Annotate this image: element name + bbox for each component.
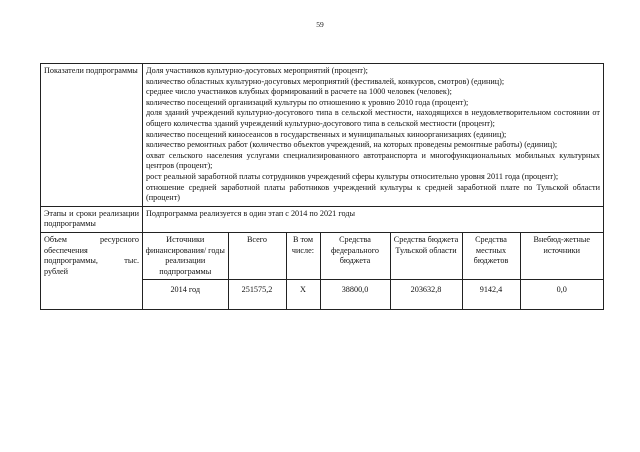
- indicator-item: количество посещений киносеансов в государственных и муниципальных киноорганизациях (единиц);: [146, 129, 507, 139]
- indicator-item: Доля участников культурно-досуговых мероприятий (процент);: [146, 66, 368, 75]
- funding-cell: 0,0: [520, 280, 603, 310]
- funding-header-cell: Всего: [228, 233, 286, 280]
- resources-cell: [143, 232, 604, 309]
- funding-table: [143, 233, 603, 309]
- funding-header-cell: Источники финансирования/ годы реализации подпрограммы: [143, 233, 228, 280]
- funding-cell: 251575,2: [228, 280, 286, 310]
- resources-label: Объем ресурсного обеспечения подпрограммы, тыс. рублей: [41, 232, 143, 309]
- indicator-item: количество областных культурно-досуговых мероприятий (фестивалей, конкурсов, смотров) (единиц);: [146, 76, 505, 86]
- funding-header-cell: Средства местных бюджетов: [462, 233, 520, 280]
- indicator-item: отношение средней заработной платы работников учреждений культуры к средней заработной плате по Тульской области (процент): [146, 182, 600, 203]
- funding-header-cell: Внебюд-жетные источники: [520, 233, 603, 280]
- stages-row: [41, 206, 604, 232]
- indicator-item: количество ремонтных работ (количество объектов учреждений, на которых проведены ремонтные работы) (единиц);: [146, 140, 558, 150]
- indicators-list: [143, 64, 604, 207]
- indicator-item: доля зданий учреждений культурно-досугового типа в сельской местности, находящихся в неудовлетворительном состоянии от общего количества зданий учреждений культурно-досугового типа в сельской местности (процент);: [146, 108, 600, 128]
- indicator-item: охват сельского населения услугами специализированного автотранспорта и многофункциональных мобильных культурных центров (процент);: [146, 150, 600, 171]
- stages-text: Подпрограмма реализуется в один этап с 2014 по 2021 годы: [143, 206, 604, 232]
- funding-cell: 38800,0: [320, 280, 390, 310]
- funding-header-cell: В том числе:: [286, 233, 320, 280]
- funding-cell: Х: [286, 280, 320, 310]
- resources-row: [41, 232, 604, 309]
- funding-cell: 2014 год: [143, 280, 228, 310]
- passport-table: [40, 63, 604, 310]
- funding-header-cell: Средства бюджета Тульской области: [390, 233, 462, 280]
- stages-label: Этапы и сроки реализации подпрограммы: [41, 206, 143, 232]
- indicator-item: среднее число участников клубных формирований в расчете на 1000 человек (человек);: [146, 87, 452, 97]
- indicator-item: рост реальной заработной платы сотрудников учреждений сферы культуры относительно уровня 2011 года (процент);: [146, 171, 559, 181]
- indicators-label: Показатели подпрограммы: [41, 64, 143, 207]
- funding-header-cell: Средства федерального бюджета: [320, 233, 390, 280]
- funding-header-row: [143, 233, 603, 280]
- indicator-item: количество посещений организаций культуры по отношению к уровню 2010 года (процент);: [146, 97, 469, 107]
- funding-cell: 9142,4: [462, 280, 520, 310]
- funding-cell: 203632,8: [390, 280, 462, 310]
- page-number: 59: [316, 20, 324, 29]
- indicators-row: [41, 64, 604, 207]
- funding-row: [143, 280, 603, 310]
